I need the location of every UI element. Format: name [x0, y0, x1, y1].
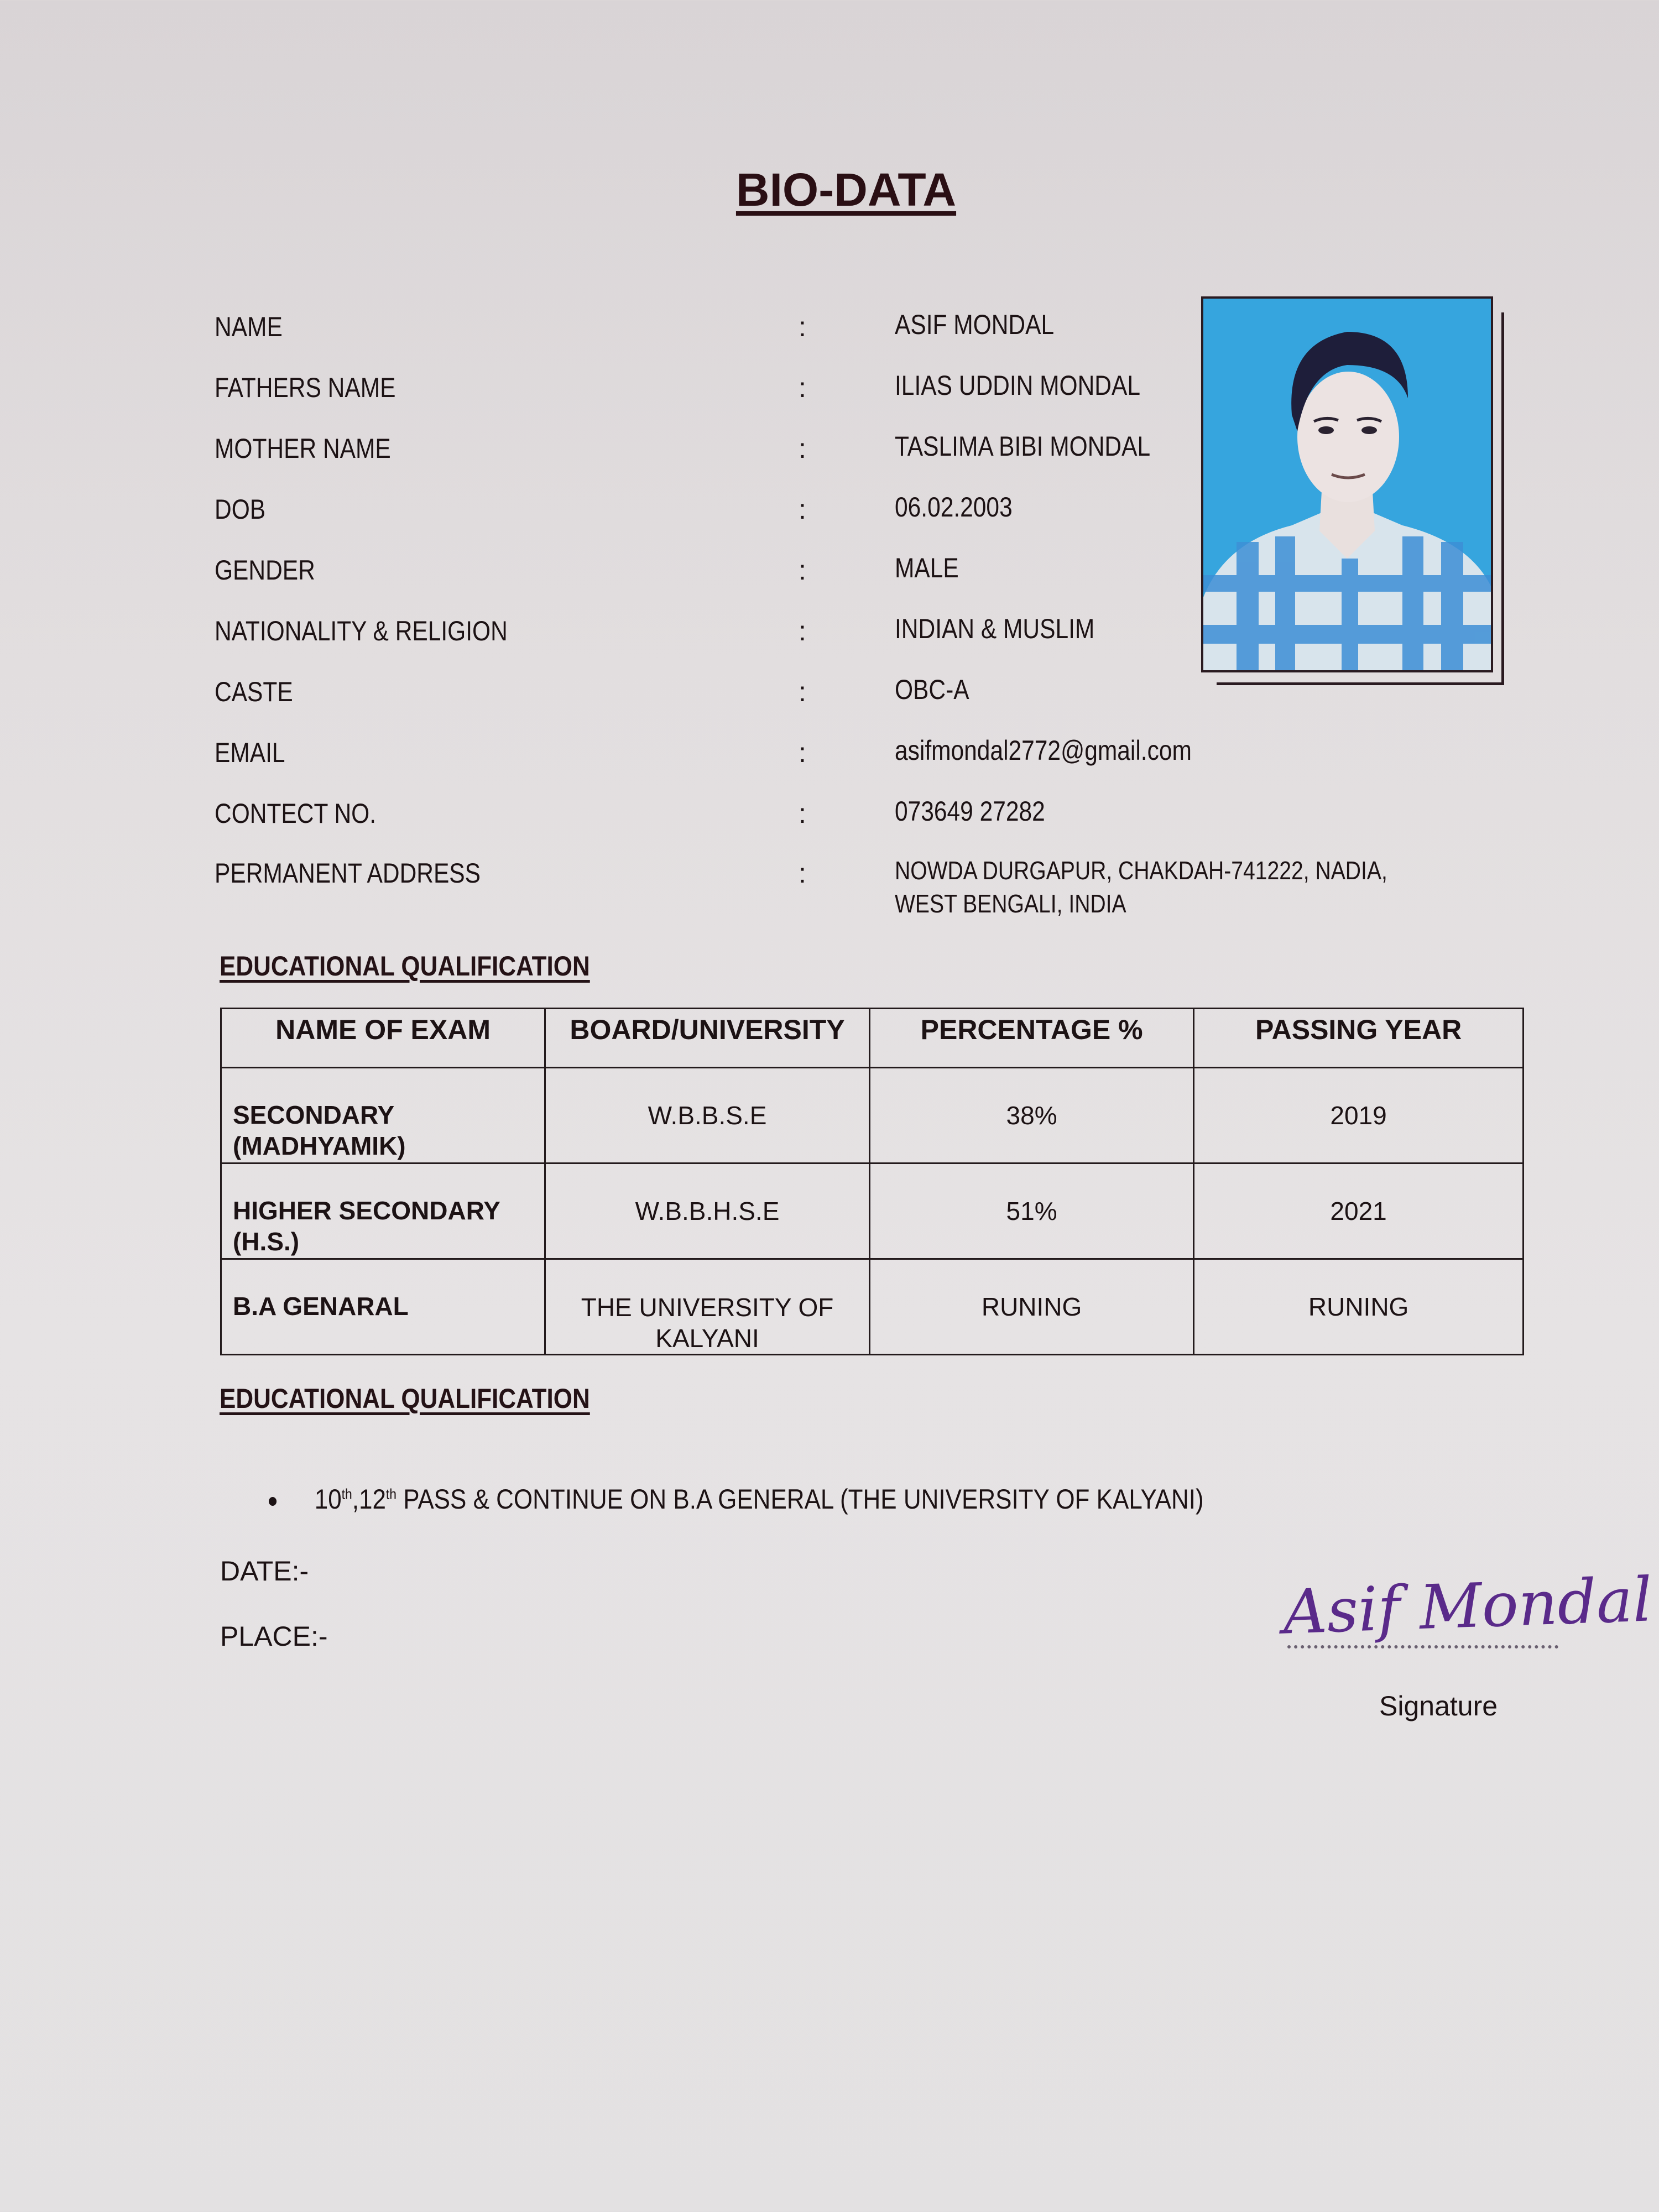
- cell-exam: [221, 1164, 545, 1259]
- exam-line-1: SECONDARY: [233, 1100, 395, 1129]
- header-percentage: PERCENTAGE %: [869, 1009, 1193, 1068]
- passport-photo: [1201, 296, 1493, 672]
- value-name: ASIF MONDAL: [895, 309, 1055, 340]
- label-caste: CASTE: [215, 676, 293, 707]
- board-line-1: THE UNIVERSITY OF: [581, 1293, 834, 1322]
- table-header-row: [221, 1009, 1524, 1068]
- separator: :: [799, 311, 806, 342]
- cell-percentage: RUNING: [869, 1259, 1193, 1355]
- value-caste: OBC-A: [895, 674, 969, 705]
- education-table: [220, 1008, 1524, 1355]
- address-line-2: WEST BENGALI, INDIA: [895, 889, 1126, 918]
- bullet-text-2: ,12: [352, 1484, 386, 1515]
- separator: :: [799, 372, 806, 403]
- value-contact-no: 073649 27282: [895, 796, 1045, 827]
- cell-board: [545, 1164, 870, 1259]
- header-year: PASSING YEAR: [1194, 1009, 1524, 1068]
- header-exam: NAME OF EXAM: [221, 1009, 545, 1068]
- bullet-text-1: 10: [314, 1484, 342, 1515]
- cell-year: RUNING: [1194, 1259, 1524, 1355]
- exam-line-1: HIGHER SECONDARY: [233, 1196, 500, 1225]
- board-line-1: W.B.B.H.S.E: [635, 1197, 780, 1225]
- cell-year: 2019: [1194, 1068, 1524, 1164]
- label-name: NAME: [215, 311, 283, 342]
- separator: :: [799, 494, 806, 525]
- board-line-2: KALYANI: [655, 1324, 759, 1353]
- value-dob: 06.02.2003: [895, 492, 1013, 523]
- exam-line-2: (H.S.): [233, 1227, 300, 1256]
- person-photo-icon: [1203, 299, 1491, 670]
- handwritten-signature: Asif Mondal: [1281, 1564, 1653, 1648]
- exam-line-1: B.A GENARAL: [233, 1292, 409, 1321]
- table-row: [221, 1164, 1524, 1259]
- label-permanent-address: PERMANENT ADDRESS: [215, 858, 481, 889]
- table-row: [221, 1259, 1524, 1355]
- title-text: BIO-DATA: [735, 164, 957, 216]
- value-nationality-religion: INDIAN & MUSLIM: [895, 613, 1095, 644]
- cell-year: 2021: [1194, 1164, 1524, 1259]
- separator: :: [799, 433, 806, 464]
- bullet-sup-2: th: [385, 1485, 397, 1503]
- separator: :: [799, 798, 806, 829]
- label-gender: GENDER: [215, 555, 315, 586]
- label-fathers-name: FATHERS NAME: [215, 372, 396, 403]
- cell-percentage: 51%: [869, 1164, 1193, 1259]
- value-permanent-address: [895, 854, 1387, 920]
- cell-board: [545, 1259, 870, 1355]
- label-dob: DOB: [215, 494, 266, 525]
- separator: :: [799, 676, 806, 707]
- value-gender: MALE: [895, 552, 959, 583]
- board-line-1: W.B.B.S.E: [648, 1101, 767, 1130]
- header-board: BOARD/UNIVERSITY: [545, 1009, 870, 1068]
- table-row: [221, 1068, 1524, 1164]
- bullet-sup-1: th: [341, 1485, 352, 1503]
- label-mother-name: MOTHER NAME: [215, 433, 391, 464]
- label-contact-no: CONTECT NO.: [215, 798, 377, 829]
- education-heading: EDUCATIONAL QUALIFICATION: [220, 951, 590, 982]
- education-heading-2: EDUCATIONAL QUALIFICATION: [220, 1383, 590, 1414]
- value-mother-name: TASLIMA BIBI MONDAL: [895, 431, 1151, 462]
- cell-exam: [221, 1259, 545, 1355]
- date-label: DATE:-: [220, 1556, 309, 1587]
- bullet-text-3: PASS & CONTINUE ON B.A GENERAL (THE UNIVERSITY OF KALYANI): [397, 1484, 1204, 1515]
- signature-line: [1287, 1645, 1558, 1648]
- label-nationality-religion: NATIONALITY & RELIGION: [215, 615, 508, 646]
- qualification-bullet: [269, 1483, 1204, 1515]
- bullet-icon: [269, 1497, 276, 1506]
- value-email: asifmondal2772@gmail.com: [895, 735, 1192, 766]
- page-title: [0, 163, 1659, 217]
- cell-board: [545, 1068, 870, 1164]
- label-email: EMAIL: [215, 737, 285, 768]
- exam-line-2: (MADHYAMIK): [233, 1131, 406, 1160]
- value-fathers-name: ILIAS UDDIN MONDAL: [895, 370, 1140, 401]
- cell-percentage: 38%: [869, 1068, 1193, 1164]
- place-label: PLACE:-: [220, 1621, 328, 1652]
- separator: :: [799, 615, 806, 646]
- separator: :: [799, 858, 806, 889]
- separator: :: [799, 737, 806, 768]
- separator: :: [799, 555, 806, 586]
- signature-caption: Signature: [1379, 1691, 1498, 1721]
- address-line-1: NOWDA DURGAPUR, CHAKDAH-741222, NADIA,: [895, 856, 1387, 885]
- cell-exam: [221, 1068, 545, 1164]
